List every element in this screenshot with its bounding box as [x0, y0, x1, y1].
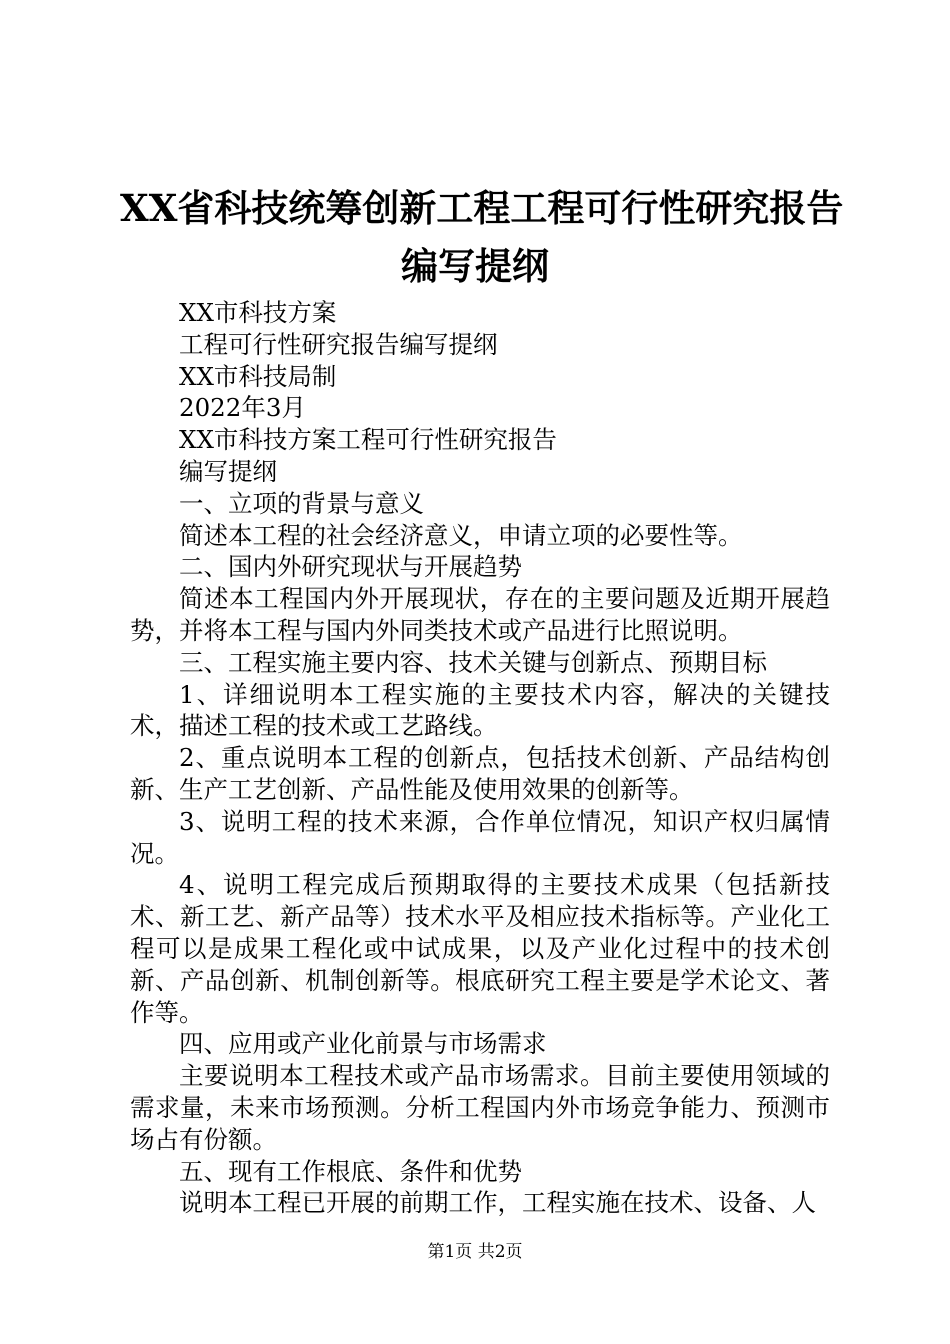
paragraph: 3、说明工程的技术来源，合作单位情况，知识产权归属情况。 [130, 806, 830, 868]
paragraph: 4、说明工程完成后预期取得的主要技术成果（包括新技术、新工艺、新产品等）技术水平及相应技术指标等。产业化工程可以是成果工程化或中试成果，以及产业化过程中的技术创新、产品创新、机制创新等。根底研究工程主要是学术论文、著作等。 [130, 870, 830, 1027]
section-heading: 二、国内外研究现状与开展趋势 [179, 552, 522, 582]
section-heading: 一、立项的背景与意义 [179, 488, 424, 518]
paragraph: 简述本工程国内外开展现状，存在的主要问题及近期开展趋势，并将本工程与国内外同类技术或产品进行比照说明。 [130, 584, 830, 645]
paragraph: 工程可行性研究报告编写提纲 [179, 329, 498, 359]
paragraph: 1、详细说明本工程实施的主要技术内容，解决的关键技术，描述工程的技术或工艺路线。 [130, 679, 830, 741]
paragraph: 2022年3月 [179, 393, 306, 423]
paragraph: XX市科技方案 [179, 298, 337, 327]
paragraph: 说明本工程已开展的前期工作，工程实施在技术、设备、人 [179, 1188, 816, 1218]
section-heading: 五、现有工作根底、条件和优势 [179, 1156, 522, 1186]
paragraph: XX市科技方案工程可行性研究报告 [179, 425, 557, 455]
document-body [130, 297, 830, 1219]
paragraph: 主要说明本工程技术或产品市场需求。目前主要使用领域的需求量，未来市场预测。分析工程国内外市场竞争能力、预测市场占有份额。 [130, 1061, 830, 1154]
document-title-line-1: XX省科技统筹创新工程工程可行性研究报告 [120, 186, 844, 230]
document-title-line-2: 编写提纲 [401, 244, 549, 288]
paragraph: XX市科技局制 [179, 361, 337, 391]
section-heading: 四、应用或产业化前景与市场需求 [179, 1029, 547, 1059]
section-heading: 三、工程实施主要内容、技术关键与创新点、预期目标 [179, 647, 767, 677]
paragraph: 2、重点说明本工程的创新点，包括技术创新、产品结构创新、生产工艺创新、产品性能及使用效果的创新等。 [130, 743, 830, 804]
paragraph: 简述本工程的社会经济意义，申请立项的必要性等。 [179, 520, 743, 550]
paragraph: 编写提纲 [179, 456, 277, 486]
page-footer: 第1页 共2页 [427, 1242, 523, 1262]
